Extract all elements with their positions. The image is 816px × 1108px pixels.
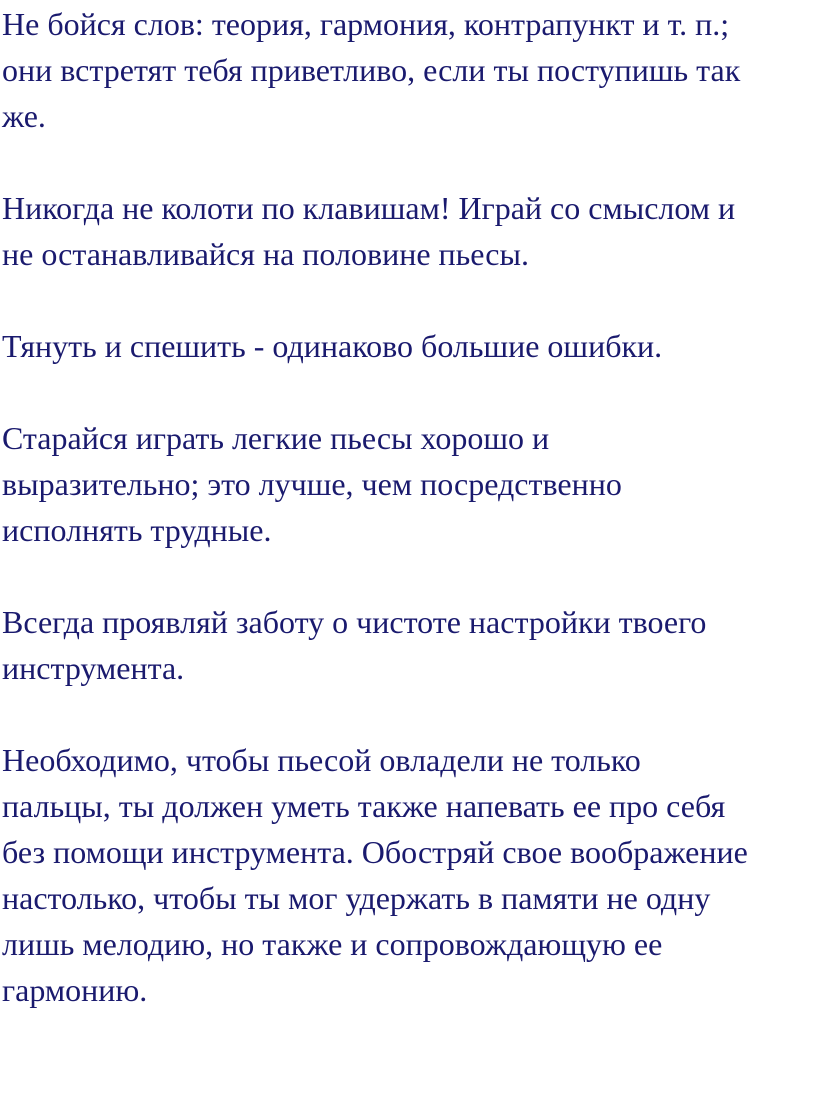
paragraph-4-line-2: выразительно; это лучше, чем посредственно (2, 466, 622, 502)
paragraph-1-line-3: же. (2, 98, 46, 134)
paragraph-6-line-3: без помощи инструмента. Обостряй свое воображение (2, 834, 748, 870)
paragraph-6-line-6: гармонию. (2, 972, 148, 1008)
paragraph-1-line-2: они встретят тебя приветливо, если ты поступишь так (2, 52, 741, 88)
paragraph-2-line-2: не останавливайся на половине пьесы. (2, 236, 529, 272)
paragraph-5-line-1: Всегда проявляй заботу о чистоте настройки твоего (2, 604, 707, 640)
paragraph-5-line-2: инструмента. (2, 650, 185, 686)
paragraph-6-line-5: лишь мелодию, но также и сопровождающую ее (2, 926, 663, 962)
paragraph-6-line-4: настолько, чтобы ты мог удержать в памяти не одну (2, 880, 711, 916)
paragraph-3-line-1: Тянуть и спешить - одинаково большие ошибки. (2, 328, 663, 364)
paragraph-4-line-3: исполнять трудные. (2, 512, 272, 548)
paragraph-1-line-1: Не бойся слов: теория, гармония, контрапункт и т. п.; (2, 6, 730, 42)
paragraph-2-line-1: Никогда не колоти по клавишам! Играй со смыслом и (2, 190, 736, 226)
paragraph-4-line-1: Старайся играть легкие пьесы хорошо и (2, 420, 550, 456)
paragraph-6-line-1: Необходимо, чтобы пьесой овладели не только (2, 742, 641, 778)
paragraph-6-line-2: пальцы, ты должен уметь также напевать ее про себя (2, 788, 726, 824)
